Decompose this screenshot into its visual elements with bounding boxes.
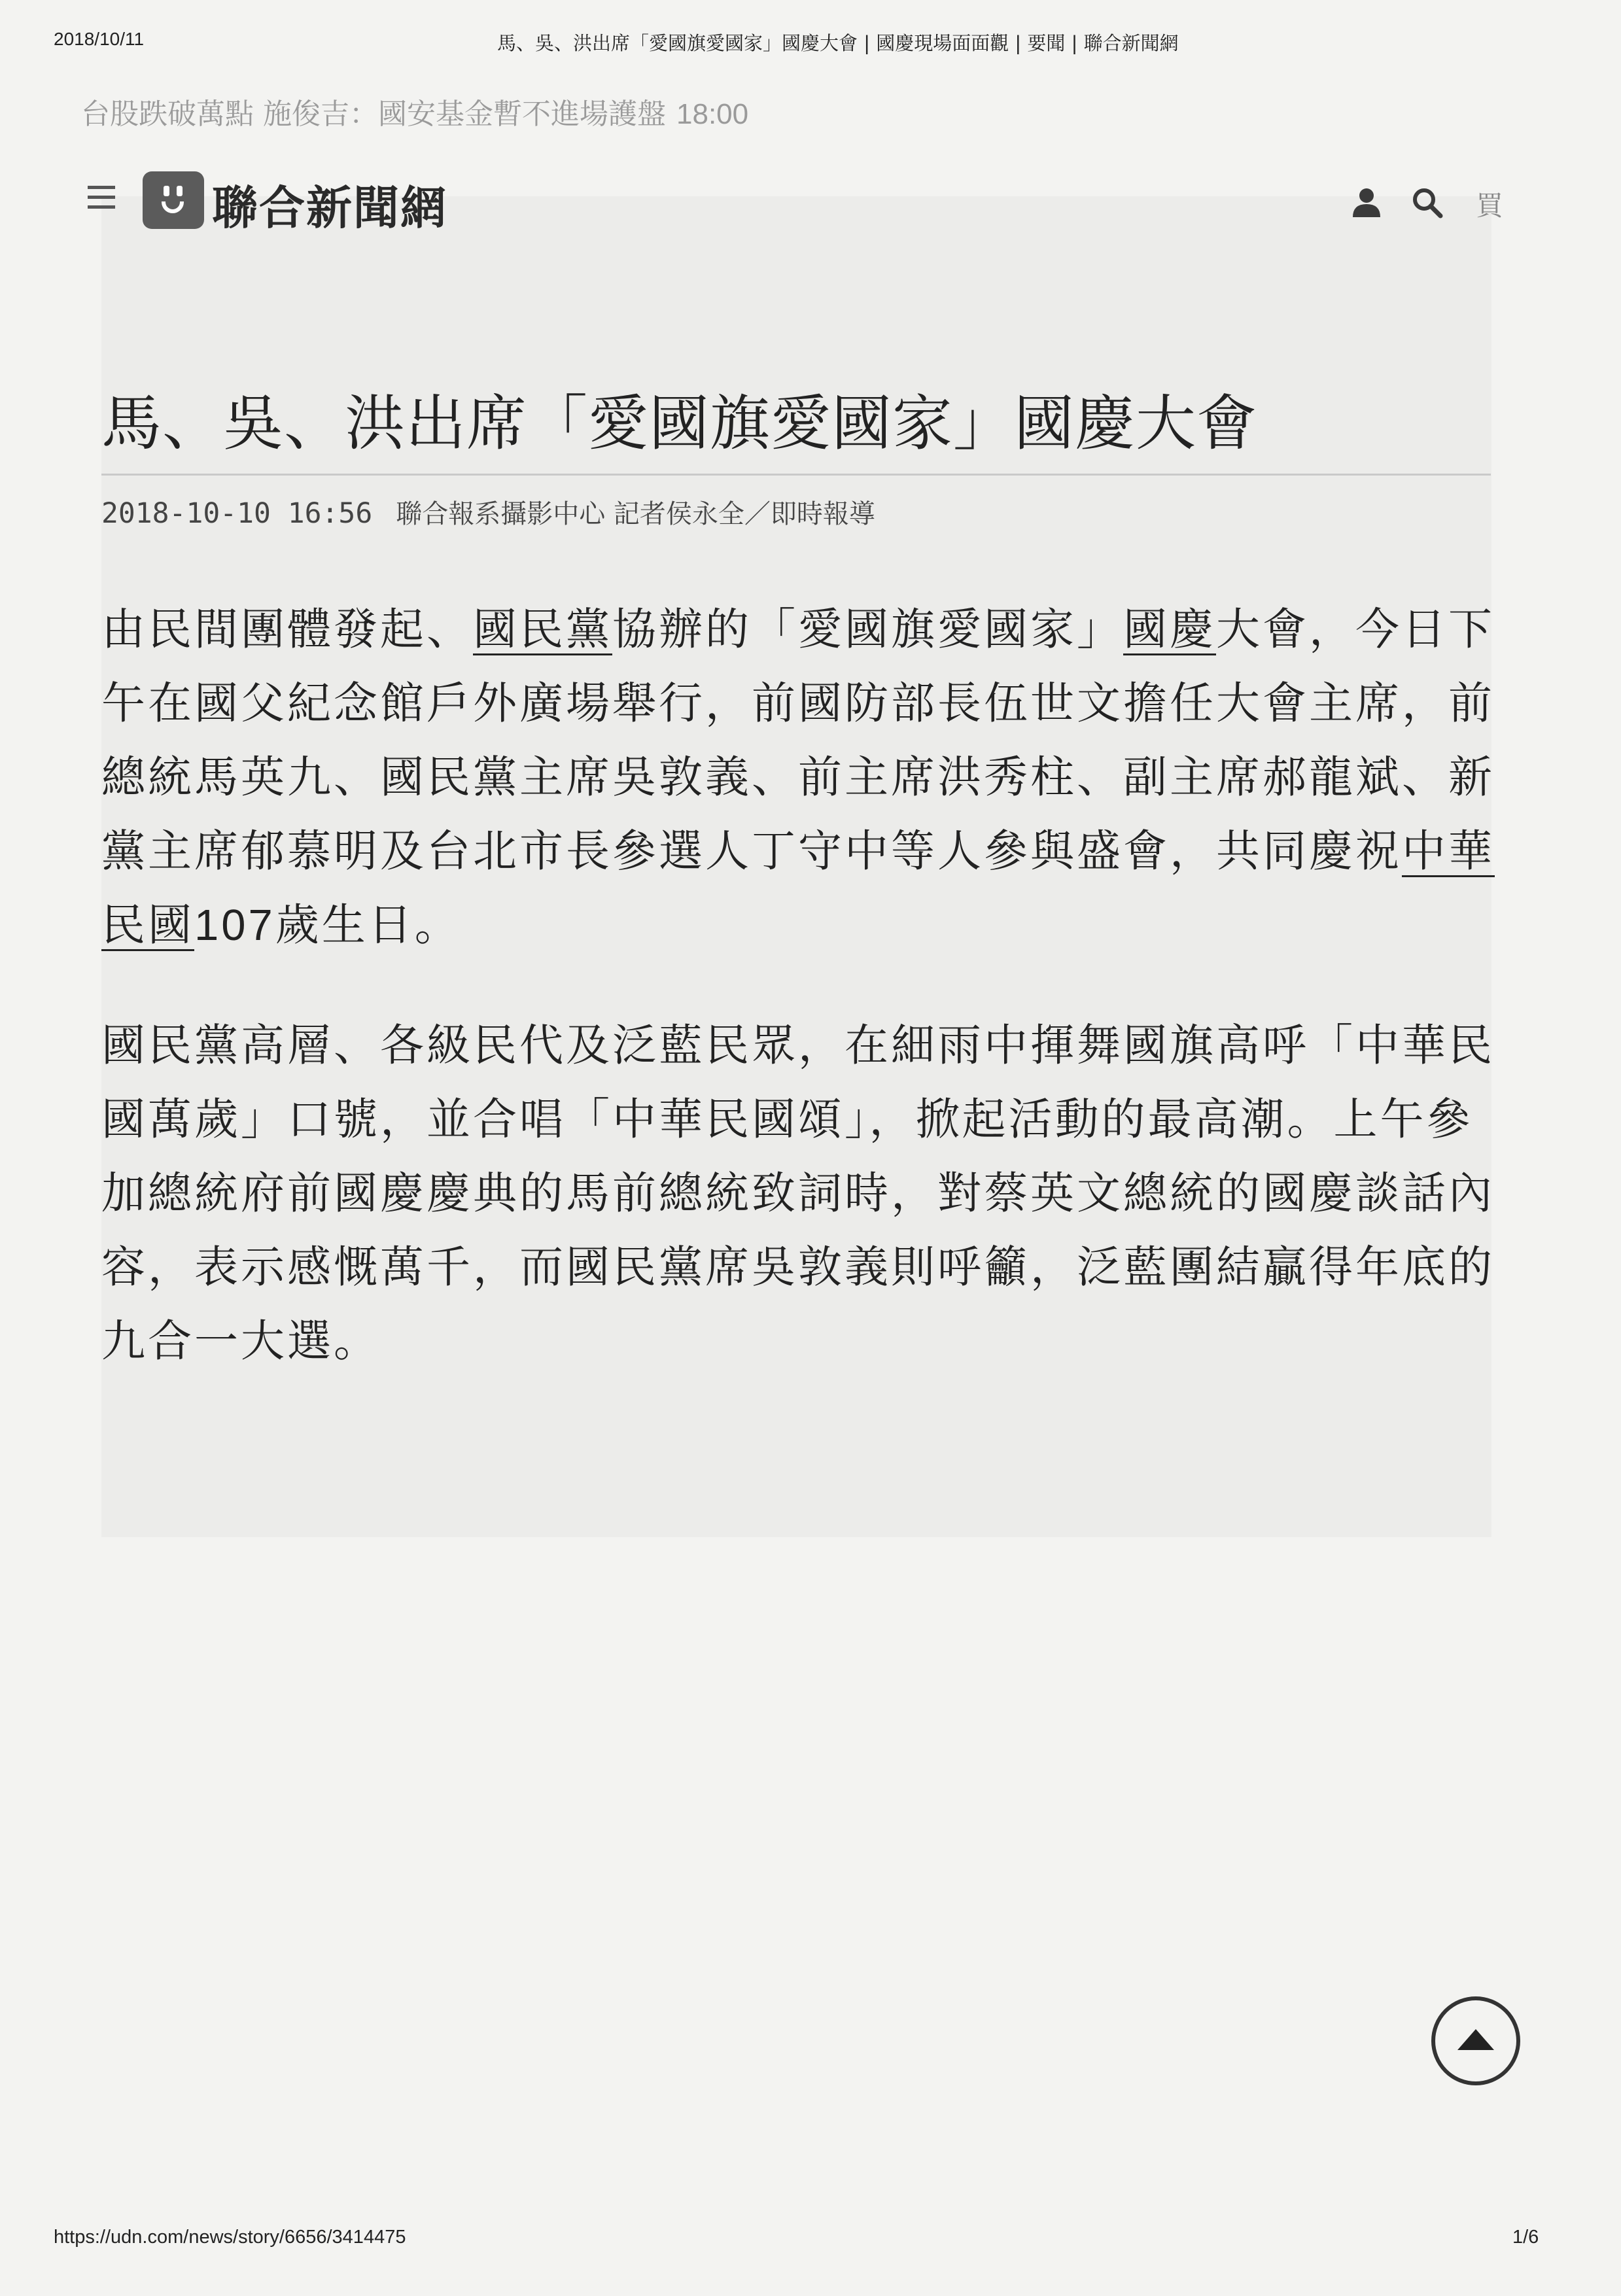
search-icon[interactable] <box>1412 187 1443 218</box>
article-meta <box>101 493 875 531</box>
text-span: 協辦的「愛國旗愛國家」 <box>612 604 1123 655</box>
text-span: 歲生日。 <box>275 899 461 950</box>
print-header-date: 2018/10/11 <box>54 29 145 49</box>
print-footer-url: https://udn.com/news/story/6656/3414475 <box>54 2227 406 2248</box>
link-kmt[interactable]: 國民黨 <box>473 604 612 655</box>
udn-logo-icon[interactable] <box>143 171 204 229</box>
title-divider <box>101 474 1491 476</box>
back-to-top-button[interactable] <box>1431 1996 1520 2085</box>
user-icon[interactable] <box>1351 187 1382 218</box>
ticker-time: 18:00 <box>676 98 749 130</box>
news-ticker[interactable] <box>81 90 748 132</box>
print-footer-page: 1/6 <box>1512 2227 1539 2248</box>
article-timestamp: 2018-10-10 16:56 <box>101 497 373 530</box>
article-byline: 聯合報系攝影中心 記者侯永全／即時報導 <box>396 499 875 529</box>
article-paragraph-2: 國民黨高層、各級民代及泛藍民眾，在細雨中揮舞國旗高呼「中華民國萬歲」口號，並合唱「中華民國頌」，掀起活動的最高潮。上午參加總統府前國慶慶典的馬前總統致詞時，對蔡英文總統的國慶談話內容，表示感慨萬千，而國民黨席吳敦義則呼籲，泛藍團結贏得年底的九合一大選。 <box>101 1020 1495 1366</box>
site-logo-text[interactable]: 聯合新聞網 <box>212 181 447 235</box>
buy-link[interactable]: 買 <box>1476 190 1504 222</box>
print-header-title: 馬、吳、洪出席「愛國旗愛國家」國慶大會 | 國慶現場面面觀 | 要聞 | 聯合新聞網 <box>497 32 1179 54</box>
text-span: 大會，今日下午在國父紀念館戶外廣場舉行，前國防部長伍世文擔任大會主席，前總統馬英九、國民黨主席吳敦義、前主席洪秀柱、副主席郝龍斌、新黨主席郁慕明及台北市長參選人丁守中等人參與盛會，共同慶祝 <box>101 604 1495 877</box>
ticker-headline[interactable]: 台股跌破萬點 施俊吉：國安基金暫不進場護盤 <box>81 97 666 131</box>
age-number: 107 <box>194 901 275 950</box>
text-span: 由民間團體發起、 <box>101 604 473 655</box>
hamburger-menu-icon[interactable] <box>88 186 115 212</box>
link-national-day[interactable]: 國慶 <box>1123 604 1216 655</box>
article-paragraph-1 <box>101 593 1495 962</box>
article-title: 馬、吳、洪出席「愛國旗愛國家」國慶大會 <box>101 389 1258 459</box>
link-roc[interactable]: 中華民國 <box>101 826 1495 950</box>
arrow-up-icon <box>1457 2029 1494 2050</box>
